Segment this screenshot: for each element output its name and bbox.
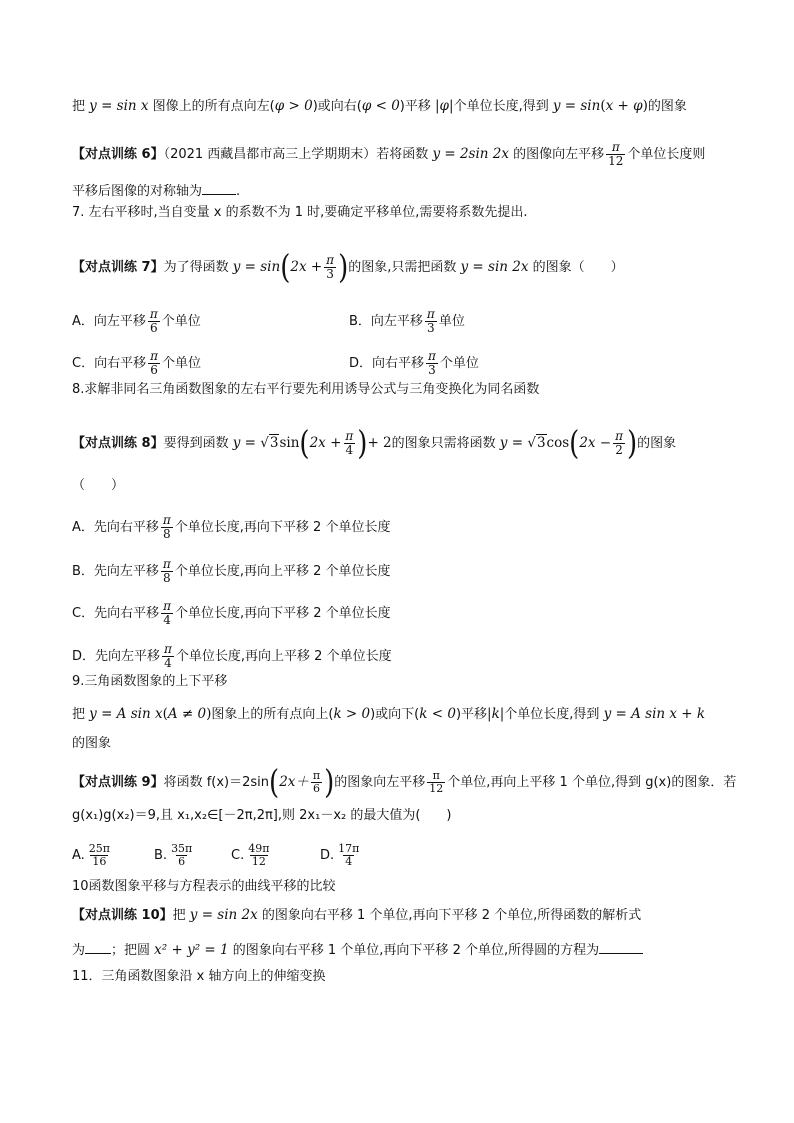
practice-label: 【对点训练 9】 <box>72 775 164 790</box>
practice-9-line2: g(x₁)g(x₂)＝9,且 x₁,x₂∈[－2π,2π],则 2x₁－x₂ 的最大值为( ) <box>72 808 452 823</box>
formula: y = <box>232 435 261 451</box>
sqrt: √3 <box>260 435 279 451</box>
text: 为 <box>72 943 86 958</box>
formula: y = sin <box>552 98 601 114</box>
text: 要得到函数 <box>163 436 229 451</box>
radicand: 3 <box>536 435 546 451</box>
numerator: 35π <box>171 842 193 855</box>
fraction <box>336 843 361 868</box>
denominator: 6 <box>178 855 186 868</box>
fraction <box>426 350 438 377</box>
text: ；把圆 <box>111 943 151 958</box>
text: 的图像向左平移 <box>513 147 605 162</box>
formula: φ < 0 <box>361 98 400 114</box>
option-8b[interactable] <box>72 558 390 585</box>
denominator: 3 <box>427 321 435 335</box>
option-7a[interactable] <box>72 308 201 335</box>
text: 为了得函数 <box>163 260 229 275</box>
text: A．向左平移 <box>72 314 146 329</box>
rule-vertical-shift: 把 y = A sin x(A ≠ 0)图象上的所有点向上(k > 0)或向下(k < 0)平移|k|个单位长度,得到 y = A sin x + k <box>72 706 706 722</box>
formula: |φ| <box>435 98 454 114</box>
formula: y = 2sin 2x <box>432 146 509 162</box>
numerator: 25π <box>88 842 111 855</box>
answer-blank[interactable] <box>202 180 236 195</box>
fraction <box>148 350 160 377</box>
formula: 2x − <box>579 435 612 451</box>
fraction <box>148 308 160 335</box>
practice-10-line2 <box>72 939 643 960</box>
option-9a[interactable] <box>72 843 114 868</box>
formula: 2x + <box>309 435 342 451</box>
practice-7: 【对点训练 7】为了得函数 y = sin(2x + $\frac{\pi}{3}$ )的图象,只需把函数 y = sin 2x 的图象（ ） <box>72 249 624 287</box>
formula: y = A sin x <box>89 706 163 722</box>
formula: k > 0 <box>333 706 371 722</box>
text: C. <box>231 848 245 863</box>
text: B．先向左平移 <box>72 564 159 579</box>
fraction <box>343 430 355 457</box>
formula: |k| <box>487 706 505 722</box>
fraction <box>324 254 336 281</box>
denominator: 3 <box>428 363 436 377</box>
denominator: 3 <box>326 267 334 281</box>
text: 把 <box>72 99 86 114</box>
formula: y = <box>499 435 528 451</box>
text: 个单位长度,得到 <box>453 99 549 114</box>
text: D. <box>320 848 335 863</box>
fraction <box>161 600 173 627</box>
denominator: 4 <box>164 656 172 670</box>
text: 把 <box>72 707 86 722</box>
fraction <box>87 843 112 868</box>
text: 个单位 <box>161 356 201 371</box>
formula: + 2 <box>367 435 392 451</box>
practice-label: 【对点训练 6】 <box>72 147 164 162</box>
text: 个单位 <box>161 314 201 329</box>
numerator: π <box>428 349 436 363</box>
formula: 2x + <box>290 259 323 275</box>
denominator: 4 <box>163 613 171 627</box>
practice-8: 【对点训练 8】要得到函数 y = √3sin(2x + $\frac{\pi}{4}$ )+ 2的图象只需将函数 y = √3cos(2x − $\frac{\pi}{2}$ )的图象 <box>72 425 677 463</box>
numerator: 17π <box>338 842 360 855</box>
denominator: 2 <box>615 443 623 457</box>
option-9b[interactable] <box>154 843 196 868</box>
text: A．先向右平移 <box>72 520 159 535</box>
denominator: 12 <box>251 855 266 868</box>
formula: cos <box>546 435 570 451</box>
text: （2021 西藏昌都市高三上学期期末）若将函数 <box>163 147 429 162</box>
option-7b[interactable] <box>349 308 465 335</box>
radicand: 3 <box>269 435 279 451</box>
formula: y = sin 2x <box>189 907 258 923</box>
option-8d[interactable] <box>72 643 392 670</box>
formula: x² + y² = 1 <box>154 942 229 958</box>
answer-blank[interactable] <box>85 939 111 954</box>
text: B. <box>154 848 168 863</box>
practice-6 <box>72 141 705 168</box>
option-9c[interactable] <box>231 843 273 868</box>
formula: 2x＋ <box>279 774 309 790</box>
formula: y = sin x <box>89 98 149 114</box>
text: A. <box>72 848 85 863</box>
text: 个单位长度,再向下平移 2 个单位长度 <box>174 606 391 621</box>
numerator: π <box>615 429 624 443</box>
denominator: 12 <box>608 154 624 168</box>
numerator: π <box>162 557 171 571</box>
fraction <box>246 843 271 868</box>
text: 的图象 <box>647 99 687 114</box>
text: 单位 <box>438 314 465 329</box>
text: 的图象向左平移 <box>334 775 426 790</box>
text: 个单位长度则 <box>627 147 706 162</box>
formula: sin <box>279 435 300 451</box>
text: 图像上的所有点向左( <box>152 99 275 114</box>
section-8: 8.求解非同名三角函数图象的左右平行要先利用诱导公式与三角变换化为同名函数 <box>72 382 540 397</box>
denominator: 16 <box>92 855 107 868</box>
denominator: 12 <box>429 782 444 795</box>
text: )平移 <box>455 707 488 722</box>
option-8c[interactable] <box>72 600 391 627</box>
practice-9: 【对点训练 9】将函数 f(x)＝2sin(2x＋ $\frac{\pi}{6}$ )的图象向左平移 $\frac{\pi}{12}$ 个单位,再向上平移 1 个单位,得到 g(x)的图象．若 <box>72 764 737 802</box>
formula: A ≠ 0 <box>167 706 207 722</box>
text: . <box>236 184 241 199</box>
text: D．先向左平移 <box>72 649 161 664</box>
text: 的图象只需将函数 <box>391 436 496 451</box>
numerator: π <box>150 349 158 363</box>
sqrt: √3 <box>527 435 546 451</box>
denominator: 6 <box>313 782 320 795</box>
text: 个单位长度,再向下平移 2 个单位长度 <box>174 520 391 535</box>
text: 的图象,只需把函数 <box>348 260 457 275</box>
section-7: 7. 左右平移时,当自变量 x 的系数不为 1 时,要确定平移单位,需要将系数先提出. <box>72 205 528 220</box>
formula: x + φ <box>605 98 643 114</box>
denominator: 4 <box>345 855 353 868</box>
text: 个单位长度,得到 <box>504 707 600 722</box>
numerator: 49π <box>248 842 270 855</box>
option-7c[interactable] <box>72 350 201 377</box>
denominator: 6 <box>150 363 158 377</box>
fraction <box>161 558 173 585</box>
fraction <box>162 643 174 670</box>
numerator: π <box>345 429 354 443</box>
text: 个单位长度,再向上平移 2 个单位长度 <box>175 649 392 664</box>
fraction <box>311 770 322 795</box>
text: 的图象（ ） <box>532 260 624 275</box>
text: 图象上的所有点向上( <box>211 707 334 722</box>
numerator: π <box>163 599 171 613</box>
numerator: π <box>611 140 620 154</box>
practice-label: 【对点训练 10】 <box>72 908 173 923</box>
text: 的图象 <box>637 436 677 451</box>
practice-10 <box>72 906 641 925</box>
text: 平移后图像的对称轴为 <box>72 184 203 199</box>
formula: y = sin 2x <box>460 259 529 275</box>
rule-vertical-shift-end: 的图象 <box>72 736 112 751</box>
text: C．先向右平移 <box>72 606 160 621</box>
option-9d[interactable] <box>320 843 363 868</box>
fraction <box>425 308 437 335</box>
text: 把 <box>172 908 186 923</box>
text: D．向右平移 <box>349 356 425 371</box>
formula: φ > 0 <box>274 98 313 114</box>
text: )或向下( <box>370 707 420 722</box>
section-9: 9.三角函数图象的上下平移 <box>72 674 228 689</box>
numerator: π <box>162 513 171 527</box>
denominator: 4 <box>345 443 354 457</box>
text: C．向右平移 <box>72 356 147 371</box>
option-7d[interactable] <box>349 350 479 377</box>
text: 的图象向右平移 1 个单位,再向下平移 2 个单位,所得函数的解析式 <box>261 908 642 923</box>
fraction <box>169 843 194 868</box>
text: 的图象向右平移 1 个单位,再向下平移 2 个单位,所得圆的方程为 <box>232 943 600 958</box>
text: 个单位,再向上平移 1 个单位,得到 g(x)的图象．若 <box>447 775 737 790</box>
numerator: π <box>432 769 440 782</box>
practice-8-paren: （ ） <box>72 478 125 493</box>
text: )平移 <box>399 99 431 114</box>
fraction <box>606 141 625 168</box>
section-11: 11．三角函数图象沿 x 轴方向上的伸缩变换 <box>72 969 326 984</box>
numerator: π <box>149 307 158 321</box>
formula: y = sin <box>232 259 281 275</box>
numerator: π <box>426 307 435 321</box>
fraction <box>613 430 625 457</box>
denominator: 8 <box>163 571 171 585</box>
answer-blank[interactable] <box>599 939 643 954</box>
text: 将函数 f(x)＝2sin <box>163 775 270 790</box>
text: )或向右( <box>312 99 362 114</box>
numerator: π <box>164 642 172 656</box>
fraction <box>427 770 445 795</box>
formula: y = A sin x + k <box>603 706 706 722</box>
practice-label: 【对点训练 8】 <box>72 436 164 451</box>
text: 个单位长度,再向上平移 2 个单位长度 <box>174 564 391 579</box>
numerator: π <box>326 253 335 267</box>
denominator: 8 <box>163 527 171 541</box>
text: 个单位 <box>439 356 479 371</box>
fraction <box>161 514 173 541</box>
numerator: π <box>312 769 321 782</box>
practice-label: 【对点训练 7】 <box>72 260 164 275</box>
formula: k < 0 <box>419 706 456 722</box>
option-8a[interactable] <box>72 514 390 541</box>
section-10: 10函数图象平移与方程表示的曲线平移的比较 <box>72 879 336 894</box>
rule-horizontal-shift: 把 y = sin x 图像上的所有点向左(φ > 0)或向右(φ < 0)平移 |φ|个单位长度,得到 y = sin(x + φ)的图象 <box>72 98 687 114</box>
text: B．向左平移 <box>349 314 423 329</box>
denominator: 6 <box>150 321 158 335</box>
practice-6-line2 <box>72 180 240 201</box>
